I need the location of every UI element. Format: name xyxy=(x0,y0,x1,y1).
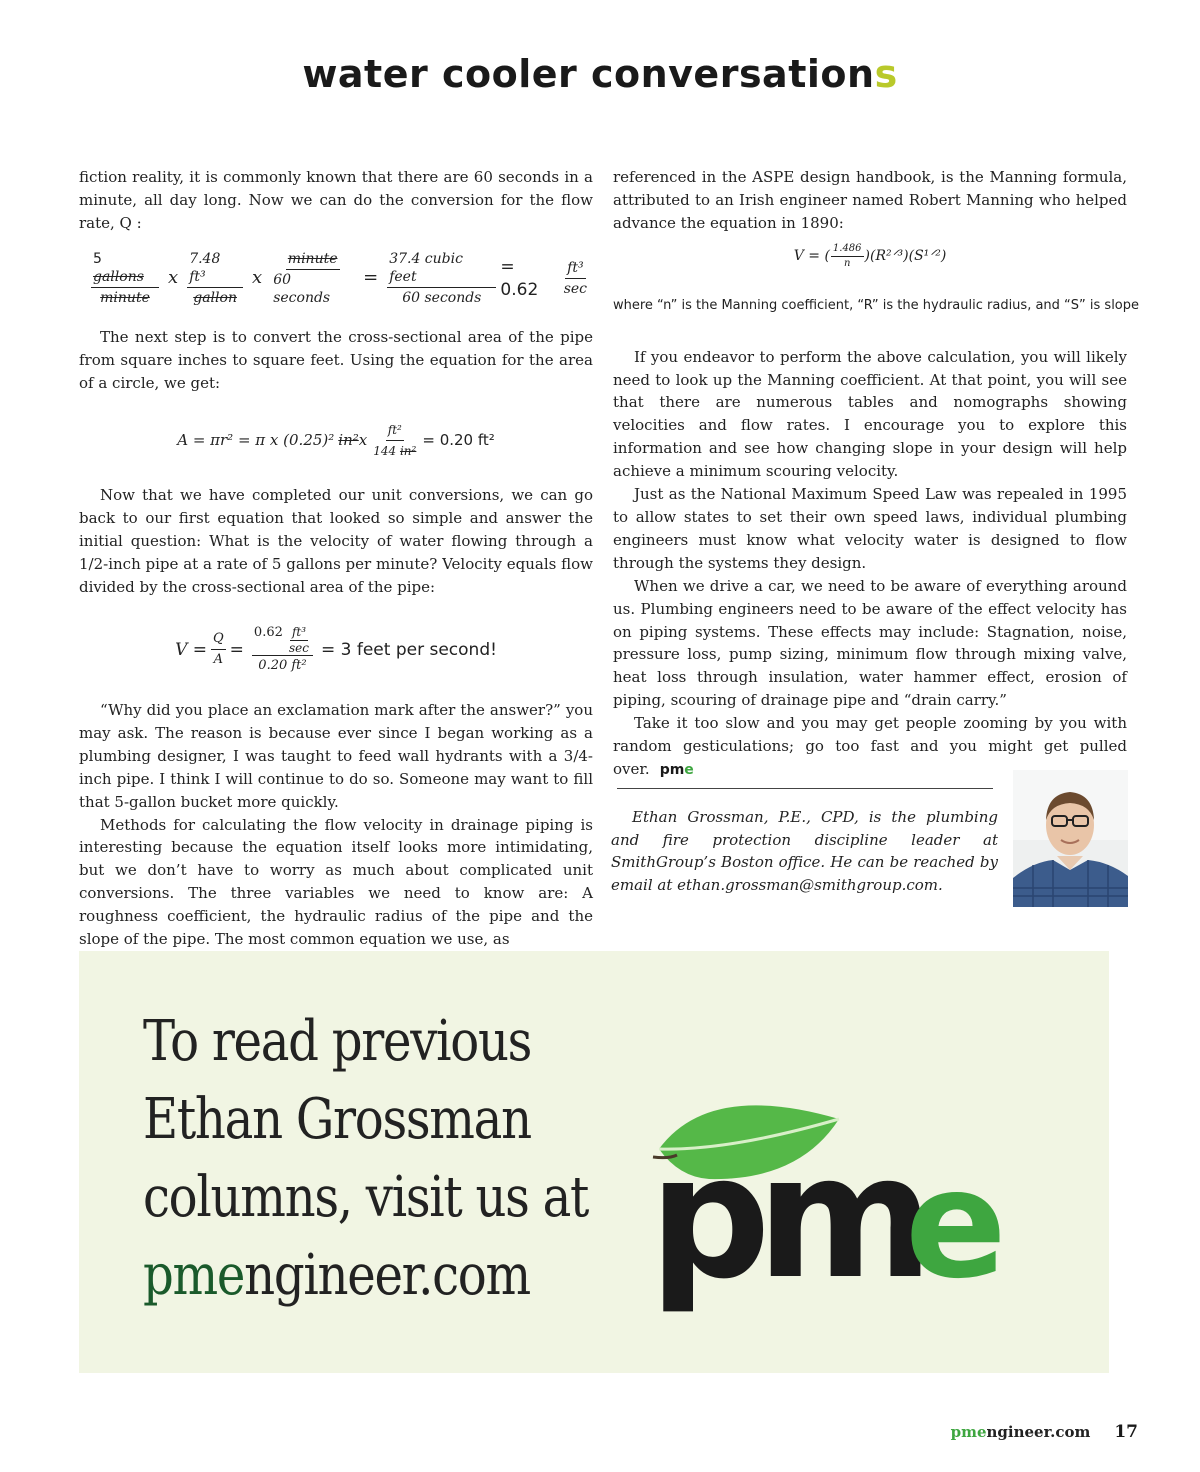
right-paragraph-2: If you endeavor to perform the above calculation, you will likely need to look up the Manning coefficient. At that point, you will see that there are numerous tables and nomographs showing velocities and flow rates. I encourage you to explore this information and see how changing slope in your design will help achieve a minimum scouring velocity. xyxy=(613,347,1127,481)
page-header-title: water cooler conversations xyxy=(302,52,898,96)
promo-text: To read previous Ethan Grossman columns, visit us at pmengineer.com xyxy=(143,1003,590,1315)
flow-rate-equation: $\frac{\text{5 gallons}}{\text{minute}}$ x $\frac{\text{7.48 ft³}}{\text{gallon}}$ x $\frac{\text{minute}}{\text{60 seconds}}$ = $\frac{\text{37.4 cubic feet}}{\text{60 seconds}}$ = 0.62 $\frac{\text{ft³}}{\sec}$ xyxy=(93,251,588,307)
area-equation: A = πr² = π x (0.25)² in² x $\frac{\text{ft²}}{\text{144 in²}}$ = 0.20 ft² xyxy=(177,422,495,458)
fraction-ft3-per-sec: $\frac{\text{ft³}}{\sec}$ xyxy=(563,260,588,298)
left-column xyxy=(79,166,593,951)
left-paragraph-1: fiction reality, it is commonly known that there are 60 seconds in a minute, all day long. Now we can do the conversion for the flow rate, Q : xyxy=(79,168,593,232)
page-number: 17 xyxy=(1114,1422,1138,1442)
left-paragraph-4: “Why did you place an exclamation mark after the answer?” you may ask. The reason is because ever since I began working as a plumbing designer, I was taught to feed wall hydrants with a 3/4-inch pipe. I think I will continue to do so. Someone may want to fill that 5-gallon bucket more quickly. xyxy=(79,700,593,811)
right-column xyxy=(613,166,1140,782)
right-paragraph-5: Take it too slow and you may get people zooming by you with random gesticulations; go too fast and you might get pulled over. pme xyxy=(613,714,1127,778)
velocity-result: = 3 feet per second! xyxy=(321,639,497,660)
pme-end-mark-icon: pme xyxy=(659,761,694,778)
author-bio: Ethan Grossman, P.E., CPD, is the plumbing and fire protection discipline leader at SmithGroup’s Boston office. He can be reached by email at ethan.grossman@smithgroup.com. xyxy=(611,808,998,895)
manning-variables-note: where “n” is the Manning coefficient, “R” is the hydraulic radius, and “S” is slope xyxy=(613,297,1140,313)
promo-website-link[interactable]: pmengineer.com xyxy=(143,1243,530,1308)
svg-text:pm: pm xyxy=(649,1119,920,1317)
fraction-cubic-feet-per-seconds: $\frac{\text{37.4 cubic feet}}{\text{60 seconds}}$ xyxy=(387,250,496,307)
left-paragraph-3: Now that we have completed our unit conversions, we can go back to our first equation that looked so simple and answer the initial question: What is the velocity of water flowing through a 1/2-inch pipe at a rate of 5 gallons per minute? Velocity equals flow divided by the cross-sectional area of the pipe: xyxy=(79,486,593,597)
svg-text:e: e xyxy=(905,1138,1007,1312)
author-headshot-photo xyxy=(1013,770,1128,907)
promo-banner[interactable] xyxy=(79,951,1109,1373)
velocity-equation: V = $\frac{Q}{A}$ = 0.62 $\frac{\text{ft³}}{\sec}$ 0.20 ft² = 3 feet per second! xyxy=(175,625,497,674)
fraction-ft2-per-in2: $\frac{\text{ft²}}{\text{144 in²}}$ xyxy=(373,422,417,458)
fraction-gallons-per-minute: $\frac{\text{5 gallons}}{\text{minute}}$ xyxy=(91,250,159,307)
fraction-minute-per-seconds: $\frac{\text{minute}}{\text{60 seconds}}$ xyxy=(273,251,338,307)
flow-result: = 0.62 xyxy=(500,256,539,300)
pme-logo-icon xyxy=(649,1091,1039,1331)
right-paragraph-1: referenced in the ASPE design handbook, is the Manning formula, attributed to an Irish engineer named Robert Manning who helped advance the equation in 1890: xyxy=(613,168,1127,232)
manning-equation: V = ( $\frac{1.486}{n}$ )(R²ᐟ³)(S¹ᐟ²) xyxy=(793,243,947,270)
footer-site[interactable]: pmengineer.com xyxy=(950,1423,1091,1441)
left-paragraph-2: The next step is to convert the cross-sectional area of the pipe from square inches to square feet. Using the equation for the area of a circle, we get: xyxy=(79,327,593,392)
page-footer xyxy=(951,1422,1138,1442)
bio-divider xyxy=(617,788,993,789)
fraction-cubic-feet-per-gallon: $\frac{\text{7.48 ft³}}{\text{gallon}}$ xyxy=(187,250,243,307)
left-paragraph-5: Methods for calculating the flow velocity in drainage piping is interesting because the equation itself looks more intimidating, but we don’t have to worry as much about complicated unit conversions. The three variables we need to know are: A roughness coefficient, the hydraulic radius of the pipe and the slope of the pipe. The most common equation we use, as xyxy=(79,815,593,949)
right-paragraph-3: Just as the National Maximum Speed Law was repealed in 1995 to allow states to set their own speed laws, individual plumbing engineers must know what velocity water is designed to flow through the systems they design. xyxy=(613,485,1127,572)
header-title-accent: s xyxy=(874,52,898,96)
fraction-q-over-a: $\frac{Q}{A}$ xyxy=(213,631,224,668)
right-paragraph-4: When we drive a car, we need to be aware of everything around us. Plumbing engineers need to be aware of the effect velocity has on piping systems. These effects may include: Stagnation, noise, pressure loss, pump sizing, minimum flow through mixing valve, heat loss through insulation, water hammer effect, erosion of piping, scouring of drainage pipe and “drain carry.” xyxy=(613,576,1127,710)
fraction-flow-over-area: 0.62 $\frac{\text{ft³}}{\sec}$ 0.20 ft² xyxy=(252,624,313,675)
area-result: = 0.20 ft² xyxy=(422,430,495,449)
